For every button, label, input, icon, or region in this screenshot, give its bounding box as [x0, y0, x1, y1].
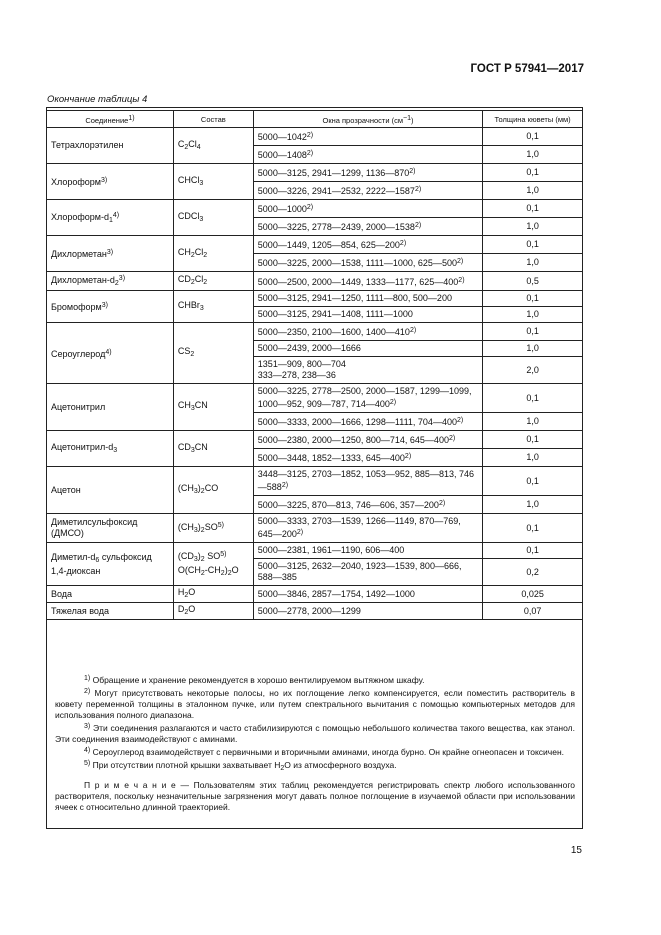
compound-cell: Тяжелая вода — [47, 603, 174, 620]
composition-cell: CHBr$_3$ — [173, 291, 253, 323]
windows-cell: 5000—3448, 1852—1333, 645—400$^{2)}$ — [253, 449, 482, 467]
compound-cell: Дихлорметан$^{3)}$ — [47, 236, 174, 272]
footnote: $^{3)}$ Эти соединения разлагаются и часто стабилизируются с помощью небольшого количества такого вещества, как этанол. Эти соединения взаимодействуют с аминами. — [55, 723, 575, 744]
windows-cell: 5000—3125, 2632—2040, 1923—1539, 800—666, 588—385 — [253, 559, 482, 586]
table-row — [47, 384, 583, 413]
windows-cell: 5000—1408$^{2)}$ — [253, 146, 482, 164]
windows-cell: 3448—3125, 2703—1852, 1053—952, 885—813, 746—588$^{2)}$ — [253, 467, 482, 496]
thickness-cell: 1,0 — [483, 254, 583, 272]
windows-cell: 5000—3225, 2778—2439, 2000—1538$^{2)}$ — [253, 218, 482, 236]
composition-cell: $C_2Cl_4$ — [173, 128, 253, 164]
thickness-cell: 0,025 — [483, 586, 583, 603]
table-row — [47, 586, 583, 603]
windows-cell: 1351—909, 800—704 333—278, 238—36 — [253, 357, 482, 384]
thickness-cell: 0,2 — [483, 559, 583, 586]
thickness-cell: 0,1 — [483, 291, 583, 307]
footnote: $^{5)}$ При отсутствии плотной крышки захватывает $H_2O$ из атмосферного воздуха. — [84, 760, 397, 772]
thickness-cell: 0,1 — [483, 514, 583, 543]
table-row — [47, 272, 583, 291]
windows-cell: 5000—3226, 2941—2532, 2222—1587$^{2)}$ — [253, 182, 482, 200]
thickness-cell: 1,0 — [483, 449, 583, 467]
composition-cell: $CH_3CN$ — [173, 384, 253, 431]
table-row — [47, 236, 583, 254]
windows-cell: 5000—3225, 2778—2500, 2000—1587, 1299—1099, 1000—952, 909—787, 714—400$^{2)}$ — [253, 384, 482, 413]
compound-cell: Хлороформ-$d_1^{4)}$ — [47, 200, 174, 236]
compound-cell: Диметил-$d_6$ сульфоксид 1,4-диоксан — [47, 543, 174, 586]
header-thickness: Толщина кюветы (мм) — [483, 111, 583, 128]
composition-cell: $(CH_3)_2SO^{5)}$ — [173, 514, 253, 543]
table-row — [47, 164, 583, 182]
thickness-cell: 0,1 — [483, 164, 583, 182]
thickness-cell: 0,1 — [483, 200, 583, 218]
table-row — [47, 514, 583, 543]
windows-cell: 5000—1000$^{2)}$ — [253, 200, 482, 218]
composition-cell: $CD_2Cl_2$ — [173, 272, 253, 291]
compound-cell: Ацетонитрил-$d_3$ — [47, 431, 174, 467]
compound-cell: Тетрахлорэтилен — [47, 128, 174, 164]
windows-cell: 5000—3125, 2941—1250, 1111—800, 500—200 — [253, 291, 482, 307]
footnote: $^{4)}$ Сероуглерод взаимодействует с первичными и вторичными аминами, иногда бурно. Он крайне огнеопасен и токсичен. — [84, 747, 565, 757]
windows-cell: 5000—3125, 2941—1299, 1136—870$^{2)}$ — [253, 164, 482, 182]
composition-cell: $CS_2$ — [173, 323, 253, 384]
table-row — [47, 128, 583, 146]
windows-cell: 5000—1449, 1205—854, 625—200$^{2)}$ — [253, 236, 482, 254]
thickness-cell: 0,07 — [483, 603, 583, 620]
thickness-cell: 1,0 — [483, 307, 583, 323]
windows-cell: 5000—2500, 2000—1449, 1333—1177, 625—400$^{2)}$ — [253, 272, 482, 291]
header-compound: Соединение$^{1)}$ — [47, 111, 174, 128]
windows-cell: 5000—2439, 2000—1666 — [253, 341, 482, 357]
note-paragraph: П р и м е ч а н и е — Пользователям этих таблиц рекомендуется регистрировать спектр любого использованного растворителя, поскольку незначительные загрязнения могут давать полное поглощение в изучаемой области при использовании ячеек с относительно длинной траекторией. — [55, 780, 575, 812]
composition-cell: $(CD_3)_2$ SO$^{5)}$ $O(CH_2-CH_2)_2O$ — [173, 543, 253, 586]
thickness-cell: 2,0 — [483, 357, 583, 384]
windows-cell: 5000—2778, 2000—1299 — [253, 603, 482, 620]
windows-cell: 5000—3125, 2941—1408, 1111—1000 — [253, 307, 482, 323]
windows-cell: 5000—2380, 2000—1250, 800—714, 645—400$^{2)}$ — [253, 431, 482, 449]
windows-cell: 5000—3225, 870—813, 746—606, 357—200$^{2)}$ — [253, 496, 482, 514]
footnotes — [55, 673, 575, 813]
compound-cell: Бромоформ$^{3)}$ — [47, 291, 174, 323]
composition-cell: $CD_3CN$ — [173, 431, 253, 467]
windows-cell: 5000—2350, 2100—1600, 1400—410$^{2)}$ — [253, 323, 482, 341]
footnote: $^{1)}$ Обращение и хранение рекомендуется в хорошо вентилируемом вытяжном шкафу. — [84, 675, 425, 685]
compound-cell: Диметилсульфоксид (ДМСО) — [47, 514, 174, 543]
table-row — [47, 200, 583, 218]
table-header-row — [47, 111, 583, 128]
header-composition: Состав — [173, 111, 253, 128]
windows-cell: 5000—3225, 2000—1538, 1111—1000, 625—500$^{2)}$ — [253, 254, 482, 272]
thickness-cell: 1,0 — [483, 413, 583, 431]
compound-cell: Ацетонитрил — [47, 384, 174, 431]
standard-number: ГОСТ Р 57941—2017 — [470, 63, 584, 75]
header-windows: Окна прозрачности $(см^{-1})$ — [253, 111, 482, 128]
composition-cell: $H_2O$ — [173, 586, 253, 603]
windows-cell: 5000—2381, 1961—1190, 606—400 — [253, 543, 482, 559]
table-caption: Окончание таблицы 4 — [47, 94, 148, 105]
thickness-cell: 1,0 — [483, 496, 583, 514]
compound-cell: Сероуглерод$^{4)}$ — [47, 323, 174, 384]
composition-cell: CDCl$_3$ — [173, 200, 253, 236]
thickness-cell: 0,1 — [483, 384, 583, 413]
table-row — [47, 291, 583, 307]
compound-cell: Вода — [47, 586, 174, 603]
thickness-cell: 1,0 — [483, 146, 583, 164]
table-row — [47, 323, 583, 341]
windows-cell: 5000—3333, 2703—1539, 1266—1149, 870—769, 645—200$^{2)}$ — [253, 514, 482, 543]
compound-cell: Ацетон — [47, 467, 174, 514]
solvents-table — [46, 110, 583, 620]
compound-cell: Дихлорметан-$d_2^{3)}$ — [47, 272, 174, 291]
windows-cell: 5000—3846, 2857—1754, 1492—1000 — [253, 586, 482, 603]
page-number: 15 — [570, 845, 582, 856]
thickness-cell: 0,1 — [483, 128, 583, 146]
composition-cell: $(CH_3)_2CO$ — [173, 467, 253, 514]
composition-cell: $CH_2Cl_2$ — [173, 236, 253, 272]
thickness-cell: 1,0 — [483, 182, 583, 200]
footnote: $^{2)}$ Могут присутствовать некоторые полосы, но их поглощение легко компенсируется, если поместить растворитель в кювету переменной толщины в эталонном пучке, или путем спектрального вычитания с помощью компьютерных методов для использования полного диапазона. — [55, 688, 575, 720]
thickness-cell: 0,5 — [483, 272, 583, 291]
table-row — [47, 603, 583, 620]
thickness-cell: 0,1 — [483, 323, 583, 341]
compound-cell: Хлороформ$^{3)}$ — [47, 164, 174, 200]
thickness-cell: 1,0 — [483, 218, 583, 236]
thickness-cell: 0,1 — [483, 236, 583, 254]
thickness-cell: 0,1 — [483, 543, 583, 559]
composition-cell: CHCl$_3$ — [173, 164, 253, 200]
table-row — [47, 543, 583, 559]
windows-cell: 5000—1042$^{2)}$ — [253, 128, 482, 146]
thickness-cell: 0,1 — [483, 431, 583, 449]
table-row — [47, 467, 583, 496]
thickness-cell: 0,1 — [483, 467, 583, 496]
thickness-cell: 1,0 — [483, 341, 583, 357]
windows-cell: 5000—3333, 2000—1666, 1298—1111, 704—400$^{2)}$ — [253, 413, 482, 431]
table-row — [47, 431, 583, 449]
composition-cell: $D_2O$ — [173, 603, 253, 620]
